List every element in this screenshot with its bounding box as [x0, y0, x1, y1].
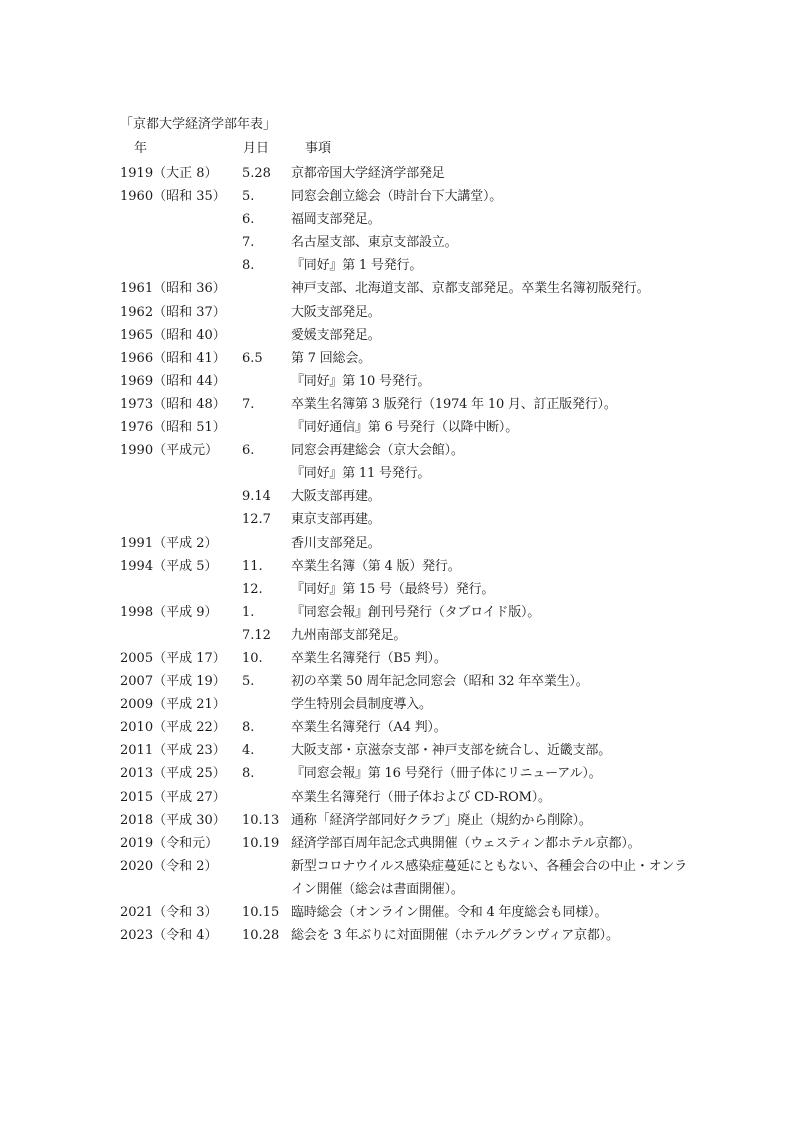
year-cell: 2021（令和 3）	[120, 905, 218, 920]
timeline-row	[0, 624, 800, 647]
year-cell: 2023（令和 4）	[120, 928, 218, 944]
date-cell: 12.	[242, 581, 263, 597]
header-date: 月日	[243, 141, 270, 156]
timeline-row	[0, 855, 800, 901]
event-cell: 初の卒業 50 周年記念同窓会（昭和 32 年卒業生）。	[291, 674, 589, 690]
timeline-row	[0, 762, 800, 785]
year-cell: 2009（平成 21）	[120, 697, 226, 713]
event-cell: 新型コロナウイルス感染症蔓延にともない、各種会合の中止・オンライン開催（総会は書面開催）。	[291, 858, 688, 897]
year-cell: 1998（平成 9）	[120, 604, 218, 620]
timeline-row	[0, 231, 800, 254]
event-cell: 卒業生名簿発行（A4 判）。	[291, 720, 447, 736]
timeline-row	[0, 254, 800, 277]
timeline-row	[0, 416, 800, 439]
event-cell: 『同窓会報』創刊号発行（タブロイド版）。	[291, 604, 541, 620]
header-event: 事項	[305, 141, 332, 156]
date-cell: 8.	[242, 720, 255, 736]
timeline-row	[0, 786, 800, 809]
date-cell: 7.	[242, 235, 255, 251]
event-cell: 『同好通信』第 6 号発行（以降中断）。	[291, 420, 519, 436]
date-cell: 6.5	[242, 350, 263, 366]
date-cell: 12.7	[242, 512, 271, 528]
event-cell: 学生特別会員制度導入。	[291, 697, 432, 713]
year-cell: 1994（平成 5）	[120, 558, 218, 574]
event-cell: 同窓会再建総会（京大会館）。	[291, 443, 464, 459]
date-cell: 7.	[242, 396, 255, 412]
event-cell: 東京支部再建。	[291, 512, 381, 528]
date-cell: 10.	[242, 650, 263, 666]
timeline-row	[0, 439, 800, 462]
date-cell: 5.	[242, 189, 255, 205]
event-cell: 神戸支部、北海道支部、京都支部発足。卒業生名簿初版発行。	[291, 281, 650, 297]
timeline-row	[0, 693, 800, 716]
event-cell: 卒業生名簿（第 4 版）発行。	[291, 558, 461, 574]
timeline-row	[0, 185, 800, 208]
year-cell: 1962（昭和 37）	[120, 304, 226, 320]
year-cell: 1990（平成元）	[120, 443, 219, 459]
year-cell: 2013（平成 25）	[120, 766, 226, 782]
event-cell: 『同好』第 15 号（最終号）発行。	[291, 581, 495, 597]
event-cell: 大阪支部・京滋奈支部・神戸支部を統合し、近畿支部。	[291, 743, 612, 759]
event-cell: 卒業生名簿発行（冊子体および CD-ROM）。	[291, 789, 551, 805]
timeline-row	[0, 809, 800, 832]
date-cell: 1.	[242, 604, 255, 620]
year-cell: 1965（昭和 40）	[120, 327, 226, 343]
event-cell: 香川支部発足。	[291, 535, 381, 551]
event-cell: 『同窓会報』第 16 号発行（冊子体にリニューアル）。	[291, 766, 602, 782]
timeline-row	[0, 162, 800, 185]
date-cell: 6.	[242, 443, 255, 459]
date-cell: 5.	[242, 674, 255, 690]
event-cell: 第 7 回総会。	[291, 350, 371, 366]
header-year: 年	[134, 141, 148, 156]
timeline-row	[0, 670, 800, 693]
date-cell: 6.	[242, 212, 255, 228]
year-cell: 2019（令和元）	[120, 835, 219, 851]
year-cell: 1961（昭和 36）	[120, 281, 226, 297]
timeline-row	[0, 647, 800, 670]
timeline-row	[0, 901, 800, 924]
timeline-row	[0, 578, 800, 601]
event-cell: 通称「経済学部同好クラブ」廃止（規約から削除）。	[291, 812, 592, 828]
event-cell: 臨時総会（オンライン開催。令和 4 年度総会も同様）。	[291, 905, 608, 920]
date-cell: 8.	[242, 766, 255, 782]
date-cell: 10.28	[242, 928, 280, 944]
event-cell: 大阪支部再建。	[291, 489, 381, 505]
year-cell: 1991（平成 2）	[120, 535, 218, 551]
event-cell: 大阪支部発足。	[291, 304, 381, 320]
year-cell: 2007（平成 19）	[120, 674, 226, 690]
document-title: 「京都大学経済学部年表」	[120, 117, 277, 132]
year-cell: 1919（大正 8）	[120, 166, 218, 181]
event-cell: 卒業生名簿第 3 版発行（1974 年 10 月、訂正版発行）。	[291, 396, 617, 412]
date-cell: 4.	[242, 743, 255, 759]
event-cell: 京都帝国大学経済学部発足	[291, 166, 445, 181]
timeline-row	[0, 277, 800, 300]
event-cell: 九州南部支部発足。	[291, 627, 407, 643]
year-cell: 2005（平成 17）	[120, 650, 226, 666]
date-cell: 10.15	[242, 905, 280, 920]
year-cell: 1966（昭和 41）	[120, 350, 226, 366]
date-cell: 7.12	[242, 627, 271, 643]
year-cell: 2010（平成 22）	[120, 720, 226, 736]
timeline-row	[0, 532, 800, 555]
event-cell: 『同好』第 1 号発行。	[291, 258, 423, 274]
date-cell: 9.14	[242, 489, 271, 505]
timeline-row	[0, 370, 800, 393]
timeline-row	[0, 347, 800, 370]
year-cell: 1976（昭和 51）	[120, 420, 226, 436]
timeline-row	[0, 485, 800, 508]
timeline-row	[0, 739, 800, 762]
year-cell: 1969（昭和 44）	[120, 373, 226, 389]
timeline-row	[0, 508, 800, 531]
timeline-row	[0, 462, 800, 485]
event-cell: 福岡支部発足。	[291, 212, 381, 228]
timeline-row	[0, 555, 800, 578]
timeline-row	[0, 832, 800, 855]
date-cell: 5.28	[242, 166, 271, 181]
date-cell: 10.13	[242, 812, 280, 828]
timeline-row	[0, 301, 800, 324]
event-cell: 総会を 3 年ぶりに対面開催（ホテルグランヴィア京都）。	[291, 928, 619, 944]
event-cell: 同窓会創立総会（時計台下大講堂）。	[291, 189, 503, 205]
date-cell: 10.19	[242, 835, 280, 851]
year-cell: 1960（昭和 35）	[120, 189, 226, 205]
timeline-row	[0, 324, 800, 347]
event-cell: 『同好』第 10 号発行。	[291, 373, 431, 389]
event-cell: 『同好』第 11 号発行。	[291, 466, 431, 482]
year-cell: 2011（平成 23）	[120, 743, 226, 759]
year-cell: 1973（昭和 48）	[120, 396, 226, 412]
timeline-row	[0, 393, 800, 416]
event-cell: 卒業生名簿発行（B5 判）。	[291, 650, 447, 666]
date-cell: 8.	[242, 258, 255, 274]
event-cell: 愛媛支部発足。	[291, 327, 381, 343]
year-cell: 2020（令和 2）	[120, 858, 218, 874]
timeline-row	[0, 924, 800, 947]
year-cell: 2018（平成 30）	[120, 812, 226, 828]
timeline-row	[0, 208, 800, 231]
event-cell: 経済学部百周年記念式典開催（ウェスティン都ホテル京都）。	[291, 835, 641, 851]
timeline-row	[0, 601, 800, 624]
event-cell: 名古屋支部、東京支部設立。	[291, 235, 458, 251]
date-cell: 11.	[242, 558, 263, 574]
timeline-row	[0, 716, 800, 739]
year-cell: 2015（平成 27）	[120, 789, 226, 805]
timeline-table	[0, 162, 800, 947]
